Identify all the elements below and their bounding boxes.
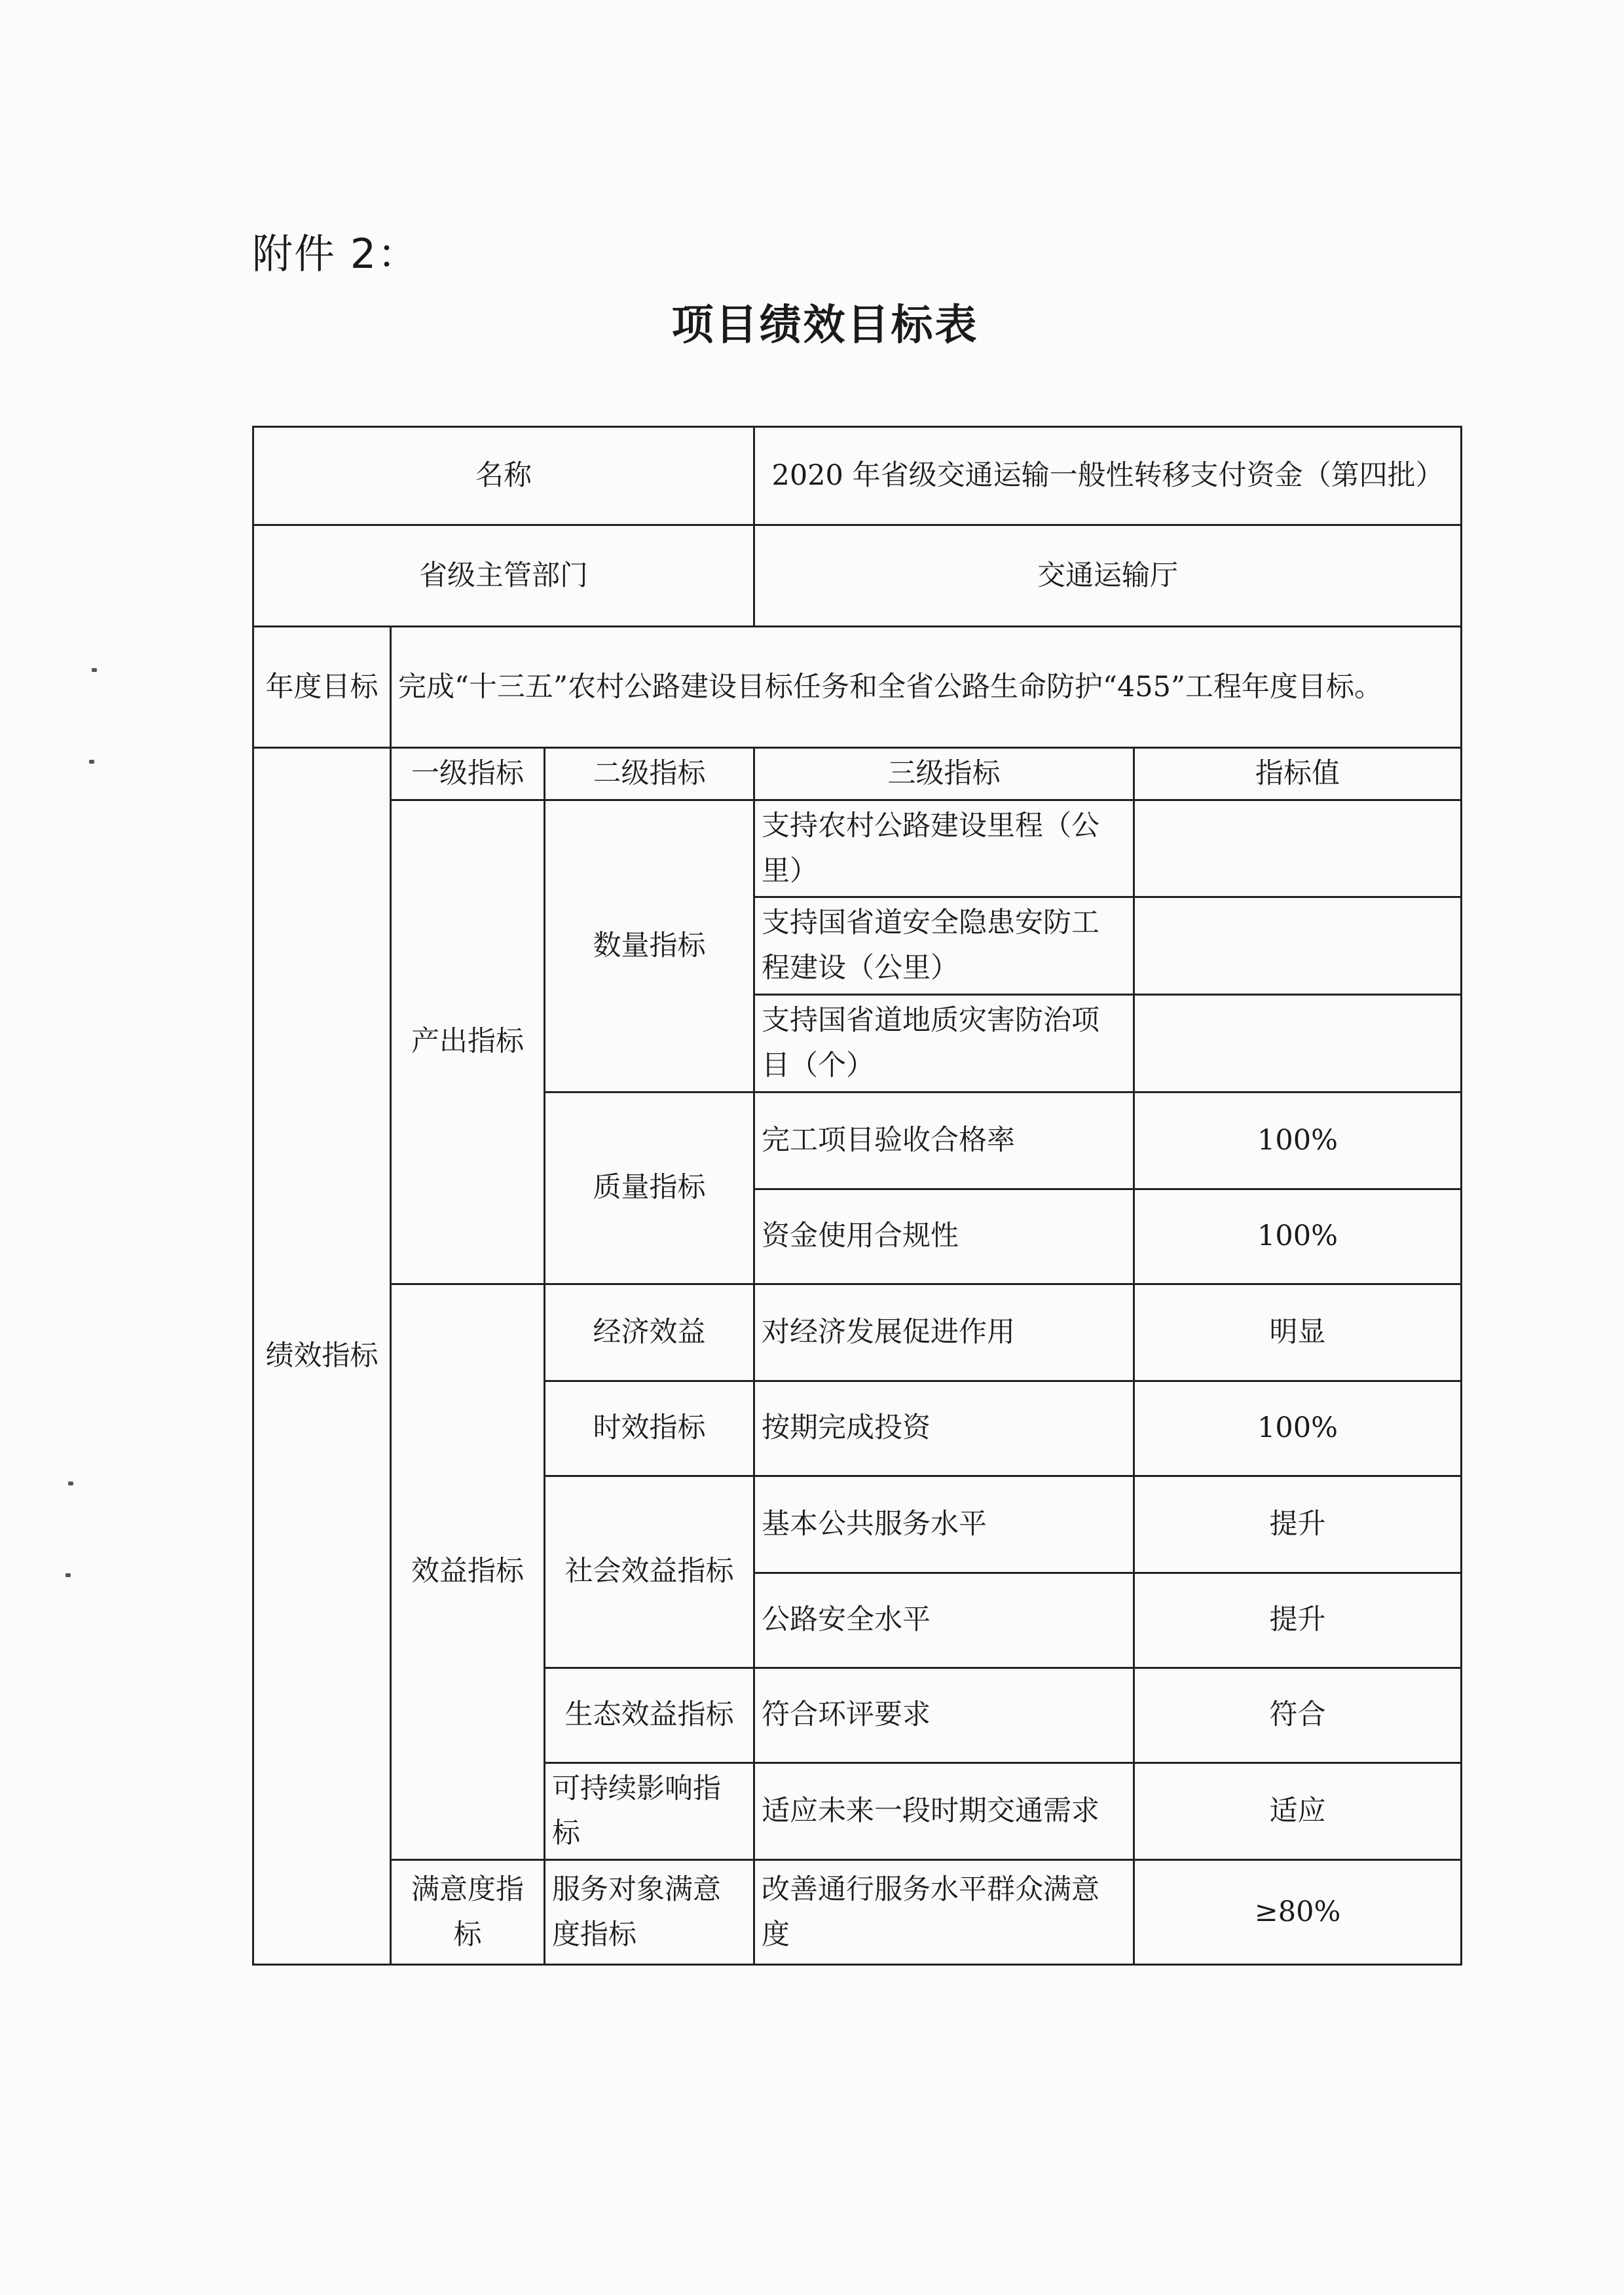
indicator-name: 资金使用合规性 (754, 1189, 1134, 1284)
scan-speck (65, 1573, 71, 1577)
indicator-name: 适应未来一段时期交通需求 (754, 1763, 1134, 1860)
indicator-name: 支持农村公路建设里程（公里） (754, 800, 1134, 897)
timeliness-indicator-label: 时效指标 (545, 1381, 754, 1476)
indicator-name: 对经济发展促进作用 (754, 1284, 1134, 1381)
quantity-indicator-label: 数量指标 (545, 800, 754, 1092)
indicator-name: 符合环评要求 (754, 1668, 1134, 1763)
table-row (253, 800, 1462, 897)
satisfaction-indicator-label: 满意度指标 (391, 1860, 545, 1965)
indicator-name: 改善通行服务水平群众满意度 (754, 1860, 1134, 1965)
ecological-benefit-label: 生态效益指标 (545, 1668, 754, 1763)
scan-speck (92, 668, 97, 672)
economic-benefit-label: 经济效益 (545, 1284, 754, 1381)
indicator-value: 100% (1134, 1381, 1462, 1476)
annual-goal-value: 完成“十三五”农村公路建设目标任务和全省公路生命防护“455”工程年度目标。 (391, 627, 1462, 748)
table-row (253, 1860, 1462, 1965)
performance-indicators-label: 绩效指标 (253, 748, 391, 1965)
indicator-value: 100% (1134, 1189, 1462, 1284)
indicator-value: 提升 (1134, 1476, 1462, 1573)
department-value: 交通运输厅 (754, 525, 1462, 627)
indicator-value: 适应 (1134, 1763, 1462, 1860)
indicator-name: 完工项目验收合格率 (754, 1092, 1134, 1189)
performance-goal-table (252, 426, 1462, 1966)
indicator-value (1134, 800, 1462, 897)
output-indicator-label: 产出指标 (391, 800, 545, 1284)
project-name-row (253, 427, 1462, 525)
scan-speck (89, 760, 94, 764)
header-level3: 三级指标 (754, 748, 1134, 800)
department-row (253, 525, 1462, 627)
indicator-value (1134, 994, 1462, 1092)
indicator-value: 符合 (1134, 1668, 1462, 1763)
page-title: 项目绩效目标表 (671, 301, 979, 350)
project-name-label: 名称 (253, 427, 754, 525)
attachment-label: 附件 2： (252, 230, 420, 278)
indicator-value (1134, 897, 1462, 995)
indicator-name: 支持国省道地质灾害防治项目（个） (754, 994, 1134, 1092)
header-level2: 二级指标 (545, 748, 754, 800)
department-label: 省级主管部门 (253, 525, 754, 627)
annual-goal-row (253, 627, 1462, 748)
indicator-name: 基本公共服务水平 (754, 1476, 1134, 1573)
project-name-value: 2020 年省级交通运输一般性转移支付资金（第四批） (754, 427, 1462, 525)
annual-goal-label: 年度目标 (253, 627, 391, 748)
sustainable-impact-label: 可持续影响指标 (545, 1763, 754, 1860)
indicator-value: 100% (1134, 1092, 1462, 1189)
benefit-indicator-label: 效益指标 (391, 1284, 545, 1860)
scan-speck (68, 1482, 73, 1485)
indicator-header-row (253, 748, 1462, 800)
quality-indicator-label: 质量指标 (545, 1092, 754, 1284)
table-row (253, 1284, 1462, 1381)
indicator-value: 提升 (1134, 1573, 1462, 1668)
indicator-name: 公路安全水平 (754, 1573, 1134, 1668)
indicator-value: ≥80% (1134, 1860, 1462, 1965)
indicator-name: 按期完成投资 (754, 1381, 1134, 1476)
indicator-value: 明显 (1134, 1284, 1462, 1381)
header-level1: 一级指标 (391, 748, 545, 800)
service-satisfaction-label: 服务对象满意度指标 (545, 1860, 754, 1965)
indicator-name: 支持国省道安全隐患安防工程建设（公里） (754, 897, 1134, 995)
social-benefit-label: 社会效益指标 (545, 1476, 754, 1668)
header-value: 指标值 (1134, 748, 1462, 800)
